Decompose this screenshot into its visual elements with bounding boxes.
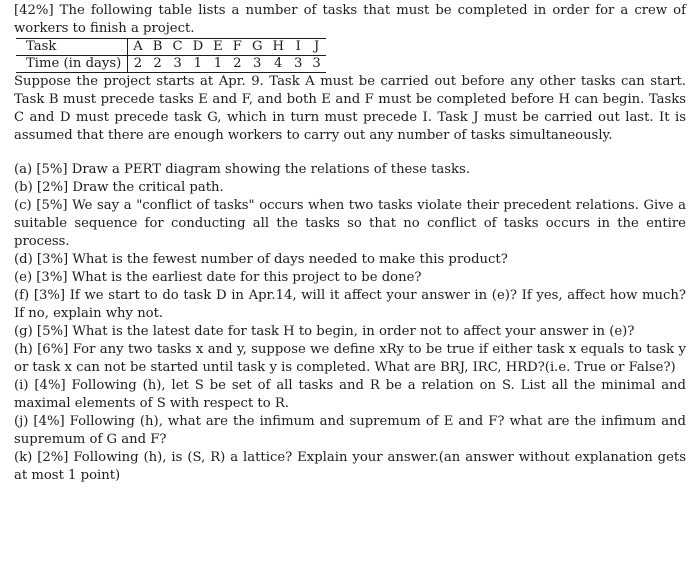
project-description: Suppose the project starts at Apr. 9. Task A must be carried out before any other tasks can start. Task B must precede tasks E and F, and both E and F must be completed before H can begin. Tasks C and D must precede task G, which in turn must precede I. Task J must be carried out last. It is assumed that there are enough workers to carry out any number of tasks simultaneously. (14, 74, 686, 143)
time-row-label: Time (in days) (16, 56, 128, 73)
time-cell: 1 (188, 56, 209, 73)
task-cell: A (128, 39, 148, 56)
question-a: (a) [5%] Draw a PERT diagram showing the relations of these tasks. (14, 162, 471, 177)
question-d: (d) [3%] What is the fewest number of days needed to make this product? (14, 252, 508, 267)
time-cell: 4 (267, 56, 289, 73)
question-g: (g) [5%] What is the latest date for task H to begin, in order not to affect your answer in (e)? (14, 324, 635, 339)
task-row (16, 39, 326, 56)
question-e: (e) [3%] What is the earliest date for this project to be done? (14, 270, 422, 285)
time-cell: 3 (167, 56, 187, 73)
time-cell: 3 (307, 56, 325, 73)
task-row-label: Task (16, 39, 128, 56)
task-cell: E (208, 39, 228, 56)
task-cell: C (167, 39, 187, 56)
question-b: (b) [2%] Draw the critical path. (14, 180, 224, 195)
question-f: (f) [3%] If we start to do task D in Apr.14, will it affect your answer in (e)? If yes, affect how much? If no, explain why not. (14, 288, 686, 321)
question-c: (c) [5%] We say a "conflict of tasks" occurs when two tasks violate their precedent relations. Give a suitable sequence for conducting all the tasks so that no conflict of tasks occurs in the entire process. (14, 198, 686, 249)
time-cell: 1 (208, 56, 228, 73)
task-cell: I (289, 39, 307, 56)
time-row (16, 56, 326, 73)
time-cell: 2 (148, 56, 168, 73)
task-cell: B (148, 39, 168, 56)
time-cell: 3 (289, 56, 307, 73)
time-cell: 2 (228, 56, 247, 73)
time-cell: 3 (247, 56, 268, 73)
task-cell: F (228, 39, 247, 56)
question-j: (j) [4%] Following (h), what are the infimum and supremum of E and F? what are the infimum and supremum of G and F? (14, 414, 686, 447)
question-i: (i) [4%] Following (h), let S be set of all tasks and R be a relation on S. List all the minimal and maximal elements of S with respect to R. (14, 378, 686, 411)
task-table (16, 38, 326, 73)
spacer (14, 145, 700, 161)
task-cell: D (188, 39, 209, 56)
question-h: (h) [6%] For any two tasks x and y, suppose we define xRy to be true if either task x equals to task y or task x can not be started until task y is completed. What are BRJ, IRC, HRD?(i.e. True or False?) (14, 342, 686, 375)
problem-intro: [42%] The following table lists a number of tasks that must be completed in order for a crew of workers to finish a project. (14, 3, 686, 36)
task-cell: H (267, 39, 289, 56)
question-k: (k) [2%] Following (h), is (S, R) a lattice? Explain your answer.(an answer without explanation gets at most 1 point) (14, 450, 686, 483)
time-cell: 2 (128, 56, 148, 73)
task-cell: G (247, 39, 268, 56)
task-cell: J (307, 39, 325, 56)
